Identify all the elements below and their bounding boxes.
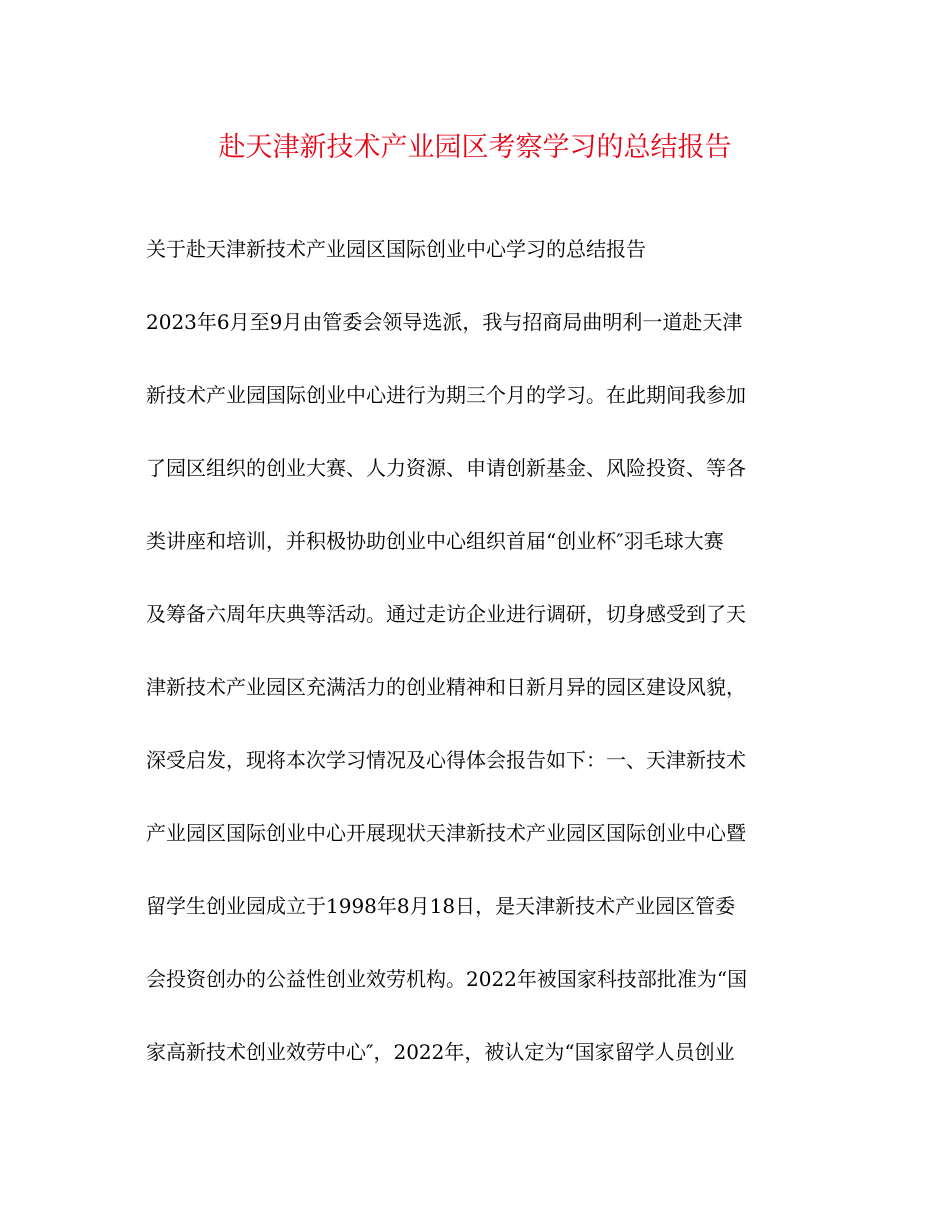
body-line-7: 深受启发，现将本次学习情况及心得体会报告如下：一、天津新技术: [146, 748, 746, 772]
body-line-2: 新技术产业园国际创业中心进行为期三个月的学习。在此期间我参加: [146, 383, 746, 407]
body-line-5: 及筹备六周年庆典等活动。通过走访企业进行调研，切身感受到了天: [146, 602, 746, 626]
body-line-9: 留学生创业园成立于1998年8月18日，是天津新技术产业园区管委: [146, 894, 736, 918]
paragraph-heading: 关于赴天津新技术产业园区国际创业中心学习的总结报告: [146, 237, 646, 261]
body-line-6: 津新技术产业园区充满活力的创业精神和日新月异的园区建设风貌，: [146, 675, 746, 699]
body-line-3: 了园区组织的创业大赛、人力资源、申请创新基金、风险投资、等各: [146, 456, 746, 480]
body-line-10: 会投资创办的公益性创业效劳机构。2022年被国家科技部批准为“国: [146, 967, 748, 991]
body-line-4: 类讲座和培训，并积极协助创业中心组织首届“创业杯″羽毛球大赛: [146, 529, 724, 553]
document-title: 赴天津新技术产业园区考察学习的总结报告: [218, 132, 732, 163]
body-line-1: 2023年6月至9月由管委会领导选派，我与招商局曲明利一道赴天津: [146, 310, 743, 334]
body-line-11: 家高新技术创业效劳中心″，2022年，被认定为“国家留学人员创业: [146, 1040, 735, 1064]
body-line-8: 产业园区国际创业中心开展现状天津新技术产业园区国际创业中心暨: [146, 821, 746, 845]
